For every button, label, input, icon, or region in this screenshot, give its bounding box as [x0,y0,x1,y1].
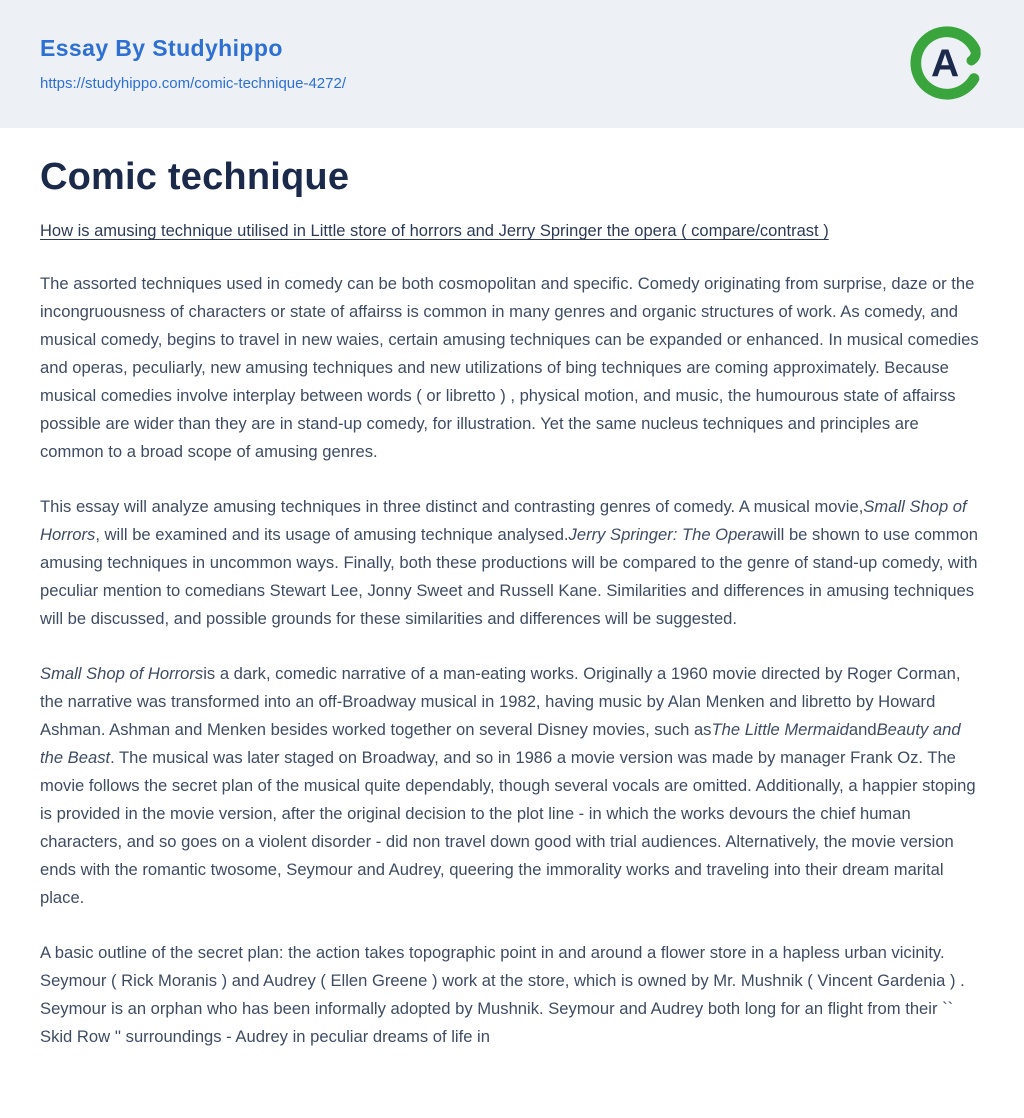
page-header [0,0,1024,128]
site-title: Essay By Studyhippo [40,34,283,61]
italic-title-text: Jerry Springer: The Opera [568,524,762,544]
paragraph-text: This essay will analyze amusing techniques in three distinct and contrasting genres of comedy. A musical movie, [40,496,864,516]
article-main [0,128,1024,1118]
paragraph-text: will be shown to use common amusing techniques in uncommon ways. Finally, both these productions will be compared to the genre of stand-up comedy, with peculiar mention to comedians Stewart Lee, Jonny Sweet and Russell Kane. Similarities and differences in amusing techniques will be discussed, and possible grounds for these similarities and differences will be suggested. [40,524,979,628]
article-body [40,270,984,1052]
paragraph-text: and [848,720,877,739]
italic-title-text: Small Shop of Horrors [40,496,967,544]
page-title: Comic technique [40,156,350,198]
paragraph [40,939,984,1051]
studyhippo-logo [908,24,986,102]
source-url-link[interactable]: https://studyhippo.com/comic-technique-4272/ [40,74,346,92]
paragraph-text: A basic outline of the secret plan: the action takes topographic point in and around a flower store in a hapless urban vicinity. Seymour ( Rick Moranis ) and Audrey ( Ellen Greene ) work at the store, which is owned by Mr. Mushnik ( Vincent Gardenia ) . Seymour is an orphan who has been informally adopted by Mushnik. Seymour and Audrey both long for an flight from their `` Skid Row '' surroundings - Audrey in peculiar dreams of life in [40,943,965,1047]
italic-title-text: Beauty and the Beast [40,720,961,768]
paragraph [40,270,984,466]
italic-title-text: Small Shop of Horrors [40,663,204,683]
paragraph-text: , will be examined and its usage of amusing technique analysed. [95,524,569,544]
essay-question-link[interactable]: How is amusing technique utilised in Little store of horrors and Jerry Springer the opera ( compare/contrast ) [40,222,829,240]
paragraph-text: The assorted techniques used in comedy can be both cosmopolitan and specific. Comedy originating from surprise, daze or the incongruousness of characters or state of affairss is common in many genres and organic structures of work. As comedy, and musical comedy, begins to travel in new waies, certain amusing techniques can be expanded or enhanced. In musical comedies and operas, peculiarly, new amusing techniques and new utilizations of bing techniques are coming approximately. Because musical comedies involve interplay between words ( or libretto ) , physical motion, and music, the humourous state of affairss possible are wider than they are in stand-up comedy, for illustration. Yet the same nucleus techniques and principles are common to a broad scope of amusing genres. [40,273,979,461]
studyhippo-logo-icon [908,24,986,102]
paragraph-text: is a dark, comedic narrative of a man-eating works. Originally a 1960 movie directed by Roger Corman, the narrative was transformed into an off-Broadway musical in 1982, having music by Alan Menken and libretto by Howard Ashman. Ashman and Menken besides worked together on several Disney movies, such as [40,663,961,739]
italic-title-text: The Little Mermaid [711,720,849,739]
logo-ring-curl [971,50,975,61]
header-text-block [40,35,346,92]
paragraph-text: . The musical was later staged on Broadway, and so in 1986 a movie version was made by manager Frank Oz. The movie follows the secret plan of the musical quite dependably, though several vocals are omitted. Additionally, a happier stoping is provided in the movie version, after the original decision to the plot line - in which the works devours the chief human characters, and so goes on a violent disorder - did non travel down good with trial audiences. Alternatively, the movie version ends with the romantic twosome, Seymour and Audrey, queering the immorality works and traveling into their dream marital place. [40,748,976,908]
logo-letter: A [930,42,960,86]
paragraph [40,493,984,633]
paragraph [40,660,984,912]
